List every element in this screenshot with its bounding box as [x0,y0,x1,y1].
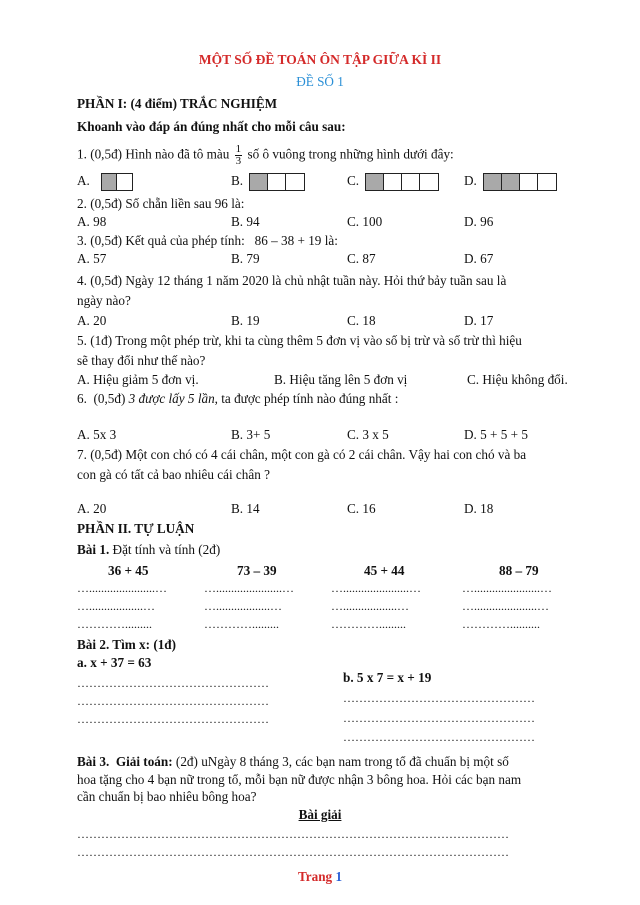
answer-line[interactable]: ………………………………………… [77,676,269,690]
q6-option-c[interactable]: C. 3 x 5 [347,427,389,442]
q1-label-c: C. [347,173,360,188]
bai3-line2: hoa tặng cho 4 bạn nữ trong tổ, mỗi bạn nữ được nhận 3 bông hoa. Hỏi các bạn nam [77,772,522,787]
q7-option-d[interactable]: D. 18 [464,501,494,516]
q2-option-b[interactable]: B. 94 [231,214,260,229]
bai1-op-2: 73 – 39 [237,563,277,578]
bai2-part-b: b. 5 x 7 = x + 19 [343,670,432,685]
q1-option-d[interactable] [464,172,557,191]
answer-line[interactable]: ………………………………………… [77,694,269,708]
answer-line[interactable]: …..................… [77,599,155,613]
fraction-one-third: $\frac{1}{3}$ [235,143,242,167]
part1-heading: PHẦN I: (4 điểm) TRẮC NGHIỆM [77,96,278,111]
answer-line[interactable]: …......................… [462,581,552,595]
bai1-op-4: 88 – 79 [499,563,539,578]
answer-line[interactable]: ….....................… [462,599,549,613]
answer-line[interactable]: …......................… [77,581,167,595]
bai3-label: Bài 3. Giải toán: [77,754,173,769]
question-7-line2: con gà có tất cả bao nhiêu cái chân ? [77,467,270,482]
answer-line[interactable]: ………………………………………… [77,712,269,726]
q5-option-b[interactable]: B. Hiệu tăng lên 5 đơn vị [274,372,408,387]
bai1-op-3: 45 + 44 [364,563,405,578]
footer-page-number: 1 [335,869,343,884]
page-footer [0,868,640,885]
empty-cell [402,174,420,190]
q1-label-a: A. [77,173,90,188]
q2-option-a[interactable]: A. 98 [77,214,107,229]
answer-line[interactable]: …......................… [204,581,294,595]
bai1-text: Đặt tính và tính (2đ) [109,542,221,557]
q1-option-b[interactable] [231,172,305,191]
solution-heading: Bài giải [298,807,342,822]
q7-option-b[interactable]: B. 14 [231,501,260,516]
answer-line[interactable]: ……………………………………………………………………………………………… [77,845,509,859]
question-6-suffix: , ta được phép tính nào đúng nhất : [214,391,399,406]
question-5-line2: sẽ thay đổi như thế nào? [77,353,206,368]
question-6-prefix: 6. (0,5đ) [77,391,129,406]
answer-line[interactable]: …..................… [204,599,282,613]
bai2-part-a: a. x + 37 = 63 [77,655,152,670]
q1-label-b: B. [231,173,244,188]
answer-line[interactable]: …………......... [204,617,279,631]
question-5-line1: 5. (1đ) Trong một phép trừ, khi ta cùng thêm 5 đơn vị vào số bị trừ và số trừ thì hiệu [77,333,522,348]
q4-option-a[interactable]: A. 20 [77,313,107,328]
shaded-cell [484,174,502,190]
q1-figure-c [365,173,439,191]
answer-line[interactable]: ………….......... [462,617,540,631]
bai3-line1 [77,753,509,770]
question-6 [77,390,398,407]
q3-option-d[interactable]: D. 67 [464,251,494,266]
page-subtitle: ĐỀ SỐ 1 [296,74,344,89]
bai2-title: Bài 2. Tìm x: (1đ) [77,637,177,652]
q1-figure-b [249,173,305,191]
bai1-label: Bài 1. [77,542,110,557]
q4-option-b[interactable]: B. 19 [231,313,260,328]
q3-option-a[interactable]: A. 57 [77,251,107,266]
question-2: 2. (0,5đ) Số chẵn liền sau 96 là: [77,196,245,211]
question-1-text-after: số ô vuông trong những hình dưới đây: [247,146,454,162]
q6-option-b[interactable]: B. 3+ 5 [231,427,271,442]
shaded-cell [250,174,268,190]
q7-option-c[interactable]: C. 16 [347,501,376,516]
shaded-cell [502,174,520,190]
bai3-text: (2đ) uNgày 8 tháng 3, các bạn nam trong tổ đã chuẩn bị một số [172,754,509,769]
bai3-line3: cần chuẩn bị bao nhiêu bông hoa? [77,789,257,804]
q1-figure-a [101,173,133,191]
empty-cell [384,174,402,190]
q1-option-a[interactable] [77,172,133,191]
answer-line[interactable]: ……………………………………………………………………………………………… [77,827,509,841]
answer-line[interactable]: ………………………………………… [343,691,535,705]
q5-option-c[interactable]: C. Hiệu không đổi. [467,372,568,387]
bai1-title [77,541,220,558]
q3-option-c[interactable]: C. 87 [347,251,376,266]
shaded-cell [366,174,384,190]
q6-option-a[interactable]: A. 5x 3 [77,427,117,442]
answer-line[interactable]: ………………………………………… [343,711,535,725]
q2-option-c[interactable]: C. 100 [347,214,383,229]
question-3: 3. (0,5đ) Kết quả của phép tính: 86 – 38 + 19 là: [77,233,338,248]
q4-option-d[interactable]: D. 17 [464,313,494,328]
question-4-line1: 4. (0,5đ) Ngày 12 tháng 1 năm 2020 là chủ nhật tuần này. Hỏi thứ bảy tuần sau là [77,273,507,288]
question-4-line2: ngày nào? [77,293,131,308]
part1-instruction: Khoanh vào đáp án đúng nhất cho mỗi câu sau: [77,119,346,134]
q5-option-a[interactable]: A. Hiệu giảm 5 đơn vị. [77,372,199,387]
q1-option-c[interactable] [347,172,439,191]
shaded-cell [102,174,117,190]
q1-label-d: D. [464,173,477,188]
q7-option-a[interactable]: A. 20 [77,501,107,516]
page-title: MỘT SỐ ĐỀ TOÁN ÔN TẬP GIỮA KÌ II [198,52,442,67]
bai1-op-1: 36 + 45 [108,563,149,578]
q1-figure-d [483,173,557,191]
q3-option-b[interactable]: B. 79 [231,251,260,266]
answer-line[interactable]: …......................… [331,581,421,595]
question-6-italic: 3 được lấy 5 lần [128,391,215,406]
q4-option-c[interactable]: C. 18 [347,313,376,328]
question-1-text: 1. (0,5đ) Hình nào đã tô màu [77,146,230,162]
q2-option-d[interactable]: D. 96 [464,214,494,229]
part2-heading: PHẦN II. TỰ LUẬN [77,521,195,536]
empty-cell [268,174,286,190]
q6-option-d[interactable]: D. 5 + 5 + 5 [464,427,528,442]
empty-cell [520,174,538,190]
answer-line[interactable]: ………………………………………… [343,730,535,744]
answer-line[interactable]: …..................… [331,599,409,613]
question-7-line1: 7. (0,5đ) Một con chó có 4 cái chân, một con gà có 2 cái chân. Vậy hai con chó và ba [77,447,527,462]
answer-line[interactable]: …………......... [77,617,152,631]
footer-page-label: Trang [297,869,333,884]
question-1 [77,144,454,167]
answer-line[interactable]: …………......... [331,617,406,631]
